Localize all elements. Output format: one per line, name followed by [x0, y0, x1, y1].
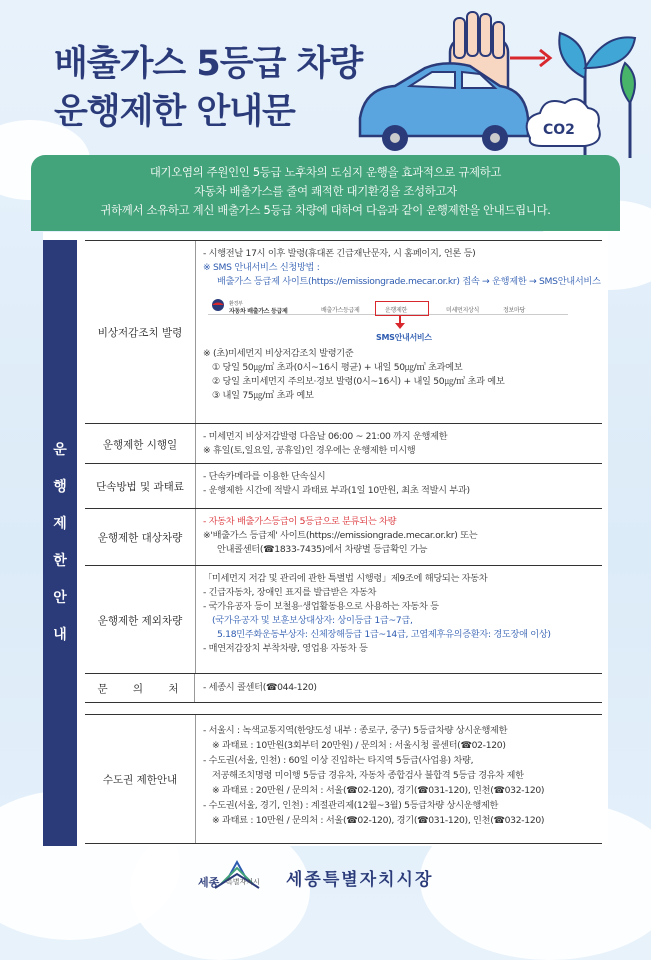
text-line: - 긴급자동차, 장애인 표지를 발급받은 자동차	[203, 587, 377, 598]
text-line: ① 당일 50㎍/㎥ 초과(0시~16시 평균) + 내일 50㎍/㎥ 초과예보	[212, 362, 463, 373]
row-exempt	[85, 565, 602, 674]
sms-site-link[interactable]: 배출가스 등급제 사이트(https://emissiongrade.mecar.or.kr) 접속 → 운행제한 → SMS안내서비스	[217, 276, 601, 287]
text-line: ② 당일 초미세먼지 주의보·경보 발령(0시~16시) + 내일 50㎍/㎥ 초과 예보	[212, 376, 505, 387]
row-content	[203, 247, 601, 403]
row-content	[203, 430, 598, 458]
text-line: - 매연저감장치 부착차량, 영업용 자동차 등	[203, 643, 368, 654]
site-name: 자동차 배출가스 등급제	[229, 308, 288, 315]
website-screenshot	[203, 294, 598, 344]
side-char: 제	[53, 516, 67, 532]
text-line: - 수도권(서울, 경기, 인천) : 계절관리제(12월~3월) 5등급차량 상시운행제한	[203, 800, 499, 811]
text-line: - 미세먼지 비상저감발령 다음날 06:00 ~ 21:00 까지 운행제한	[203, 431, 448, 442]
side-char: 행	[53, 479, 67, 495]
text-line: - 운행제한 시간에 적발시 과태료 부과(1일 10만원, 최초 적발시 부과)	[203, 485, 470, 496]
side-char: 내	[53, 627, 67, 643]
row-content	[203, 681, 598, 695]
text-line: 안내콜센터(☎1833-7435)에서 차량별 등급확인 가능	[217, 544, 428, 555]
hero-illustration	[350, 8, 650, 158]
row-content	[203, 723, 598, 828]
text-line: - 국가유공자 등이 보철용·생업활동용으로 사용하는 자동차 등	[203, 601, 439, 612]
row-inquiry	[85, 673, 602, 703]
co2-label: CO2	[543, 122, 575, 138]
sms-service-label: SMS안내서비스	[376, 333, 432, 342]
row-content	[203, 572, 598, 656]
row-emergency	[85, 240, 602, 424]
text-line: - 시행전날 17시 이후 발령(휴대폰 긴급재난문자, 시 홈페이지, 언론 등)	[203, 248, 476, 259]
ministry-name: 환경부	[229, 301, 243, 307]
text-line: - 서울시 : 녹색교통지역(한양도성 내부 : 종로구, 중구) 5등급차량 상시운행제한	[203, 725, 508, 736]
text-line: ※ 과태료 : 10만원 / 문의처 : 서울(☎02-120), 경기(☎031-120), 인천(☎032-120)	[212, 815, 545, 826]
organization-name: 세종특별자치시장	[286, 870, 434, 890]
page-title	[54, 40, 362, 136]
text-line: 저공해조치명령 미이행 5등급 경유차, 자동차 종합검사 불합격 5등급 경유차 제한	[212, 770, 524, 781]
row-label: 문 의 처	[85, 674, 195, 702]
side-char: 안	[53, 590, 67, 606]
ministry-logo-icon	[211, 298, 225, 312]
row-label: 비상저감조치 발령	[85, 241, 196, 424]
co2-cloud-icon	[527, 99, 600, 146]
text-line: - 수도권(서울, 인천) : 60일 이상 진입하는 타지역 5등급(사업용) 차량,	[203, 755, 474, 766]
row-label: 운행제한 제외차량	[85, 566, 196, 674]
text-line: 「미세먼지 저감 및 관리에 관한 특별법 시행령」제9조에 해당되는 자동차	[203, 573, 488, 584]
title-line-2: 운행제한 안내문	[54, 92, 295, 132]
row-label: 단속방법 및 과태료	[85, 464, 196, 509]
intro-line-2: 자동차 배출가스를 줄여 쾌적한 대기환경을 조성하고자	[194, 184, 457, 198]
site-tab[interactable]: 미세먼지상식	[446, 307, 479, 314]
side-char: 한	[53, 553, 67, 569]
text-line: - 단속카메라를 이용한 단속실시	[203, 471, 326, 482]
arrow-head-icon	[395, 323, 405, 329]
intro-line-1: 대기오염의 주원인인 5등급 노후차의 도심지 운행을 효과적으로 규제하고	[149, 165, 502, 179]
text-line: ※ SMS 안내서비스 신청방법 :	[203, 262, 320, 273]
row-label: 수도권 제한안내	[85, 715, 196, 843]
text-line: ※ 과태료 : 10만원(3회부터 20만원) / 문의처 : 서울시청 콜센터(☎02-120)	[212, 740, 506, 751]
row-content	[203, 515, 598, 557]
text-line: ※'배출가스 등급제' 사이트(https://emissiongrade.mecar.or.kr) 또는	[203, 530, 478, 541]
intro-line-3: 귀하께서 소유하고 계신 배출가스 5등급 차량에 대하여 다음과 같이 운행제한을 안내드립니다.	[100, 203, 551, 217]
text-line: ※ 과태료 : 20만원 / 문의처 : 서울(☎02-120), 경기(☎031-120), 인천(☎032-120)	[212, 785, 545, 796]
text-line: - 자동차 배출가스등급이 5등급으로 분류되는 차량	[203, 516, 397, 527]
logo-subtext: 특별자치시	[226, 878, 260, 886]
side-label	[43, 240, 77, 846]
text-line: ※ 휴일(토,일요일, 공휴일)인 경우에는 운행제한 미시행	[203, 445, 416, 456]
row-label: 운행제한 대상차량	[85, 509, 196, 566]
row-content	[203, 470, 598, 498]
text-line: - 세종시 콜센터(☎044-120)	[203, 682, 317, 693]
logo-text: 세종	[198, 876, 220, 889]
intro-banner	[31, 155, 620, 231]
text-line: 5.18민주화운동부상자: 신체장해등급 1급~14급, 고엽제후유의증환자: 경도장애 이상)	[217, 629, 551, 640]
title-line-1: 배출가스 5등급 차량	[54, 44, 363, 84]
site-tab-highlighted[interactable]: 운행제한	[385, 307, 407, 314]
site-tab[interactable]: 배출가스등급제	[321, 307, 360, 314]
row-target	[85, 508, 602, 566]
text-line: (국가유공자 및 보훈보상대상자: 상이등급 1급~7급,	[212, 615, 413, 626]
text-line: ※ (초)미세먼지 비상저감조치 발령기준	[203, 348, 354, 359]
highlight-box	[375, 301, 429, 316]
row-hours	[85, 423, 602, 464]
site-tab[interactable]: 정보마당	[503, 307, 525, 314]
row-capital	[85, 714, 602, 844]
row-enforcement	[85, 463, 602, 509]
row-label: 운행제한 시행일	[85, 424, 196, 464]
text-line: ③ 내일 75㎍/㎥ 초과 예보	[212, 390, 314, 401]
side-char: 운	[53, 442, 67, 458]
